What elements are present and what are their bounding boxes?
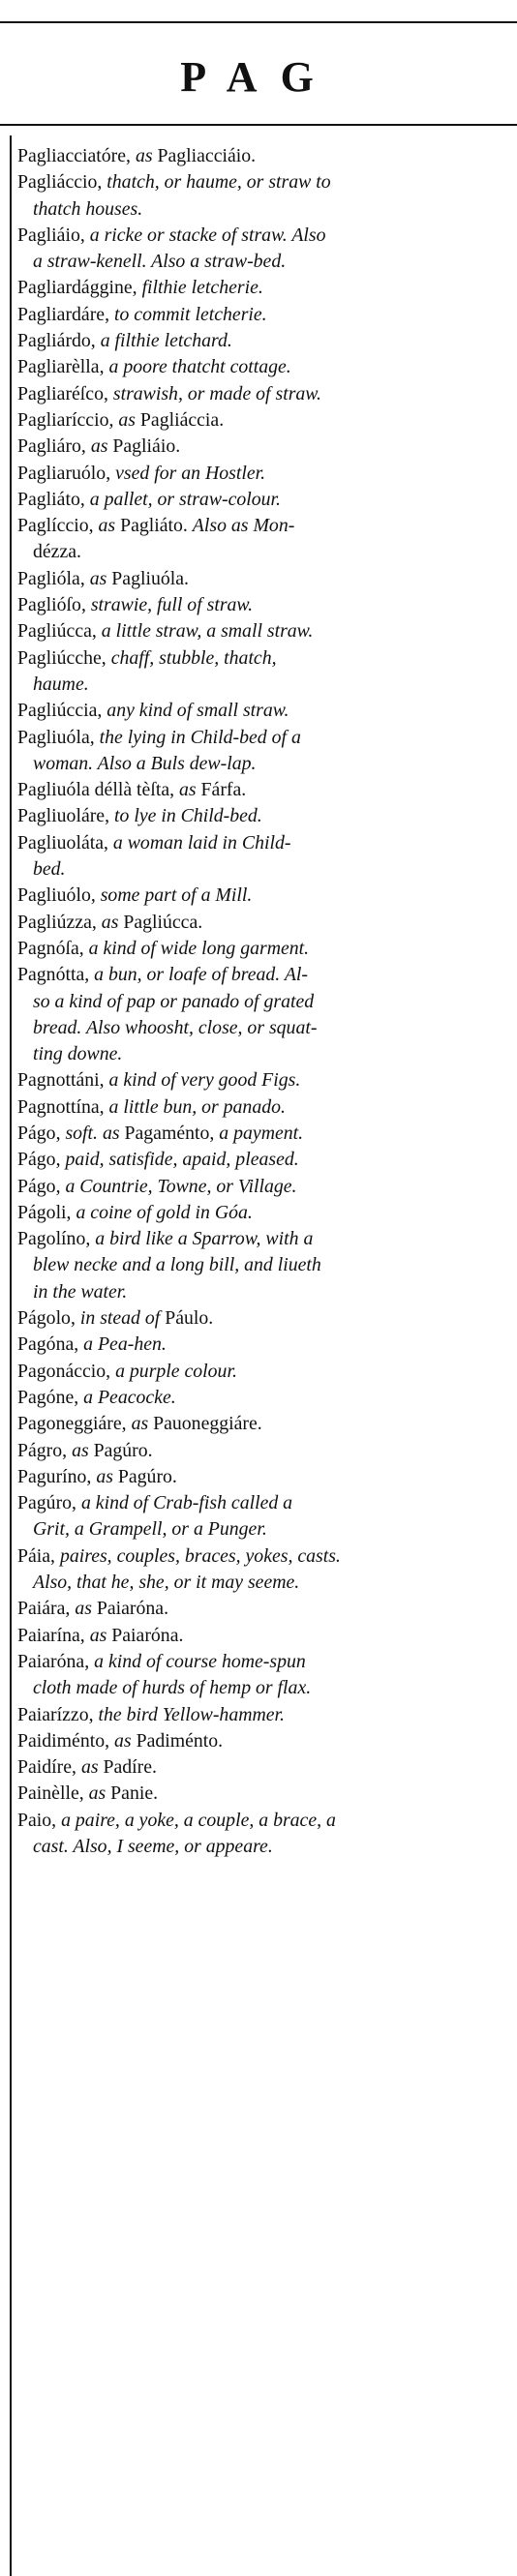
entry-continuation: [17, 989, 517, 1015]
entry-continuation: [17, 751, 517, 777]
entry-line: [17, 1174, 517, 1200]
headword: Págo,: [17, 1149, 61, 1171]
entry-line: [17, 1332, 517, 1358]
dictionary-entry: [17, 830, 517, 884]
dictionary-entry: [17, 936, 517, 962]
definition: a poore thatcht cottage.: [108, 356, 291, 378]
entry-continuation: [17, 249, 517, 275]
entry-line: [17, 962, 517, 988]
headword: Pagliuoláta,: [17, 831, 108, 854]
headword: Páia,: [17, 1544, 56, 1567]
entry-line: [17, 698, 517, 724]
entry-list: [17, 143, 517, 1860]
cross-reference: Pagliuóla.: [111, 567, 189, 589]
headword: Pagliaríccio,: [17, 408, 114, 431]
dictionary-entry: [17, 434, 517, 460]
dictionary-entry: [17, 381, 517, 407]
entry-line: [17, 354, 517, 380]
column-rule: [10, 135, 12, 2576]
definition: filthie letcherie.: [141, 277, 263, 299]
definition: cloth made of hurds of hemp or flax.: [33, 1677, 312, 1699]
dictionary-entry: [17, 354, 517, 380]
cross-reference-marker: as: [80, 1756, 99, 1779]
cross-reference-marker: as: [179, 779, 197, 801]
dictionary-entry: [17, 618, 517, 644]
definition: vsed for an Hostler.: [115, 462, 266, 484]
dictionary-entry: [17, 169, 517, 223]
dictionary-entry: [17, 513, 517, 566]
definition: a pallet, or straw-colour.: [89, 488, 282, 510]
entry-line: [17, 434, 517, 460]
entry-line: [17, 1094, 517, 1121]
definition: some part of a Mill.: [100, 884, 253, 907]
headword: Pagonáccio,: [17, 1360, 111, 1382]
definition: in stead of: [79, 1307, 161, 1330]
definition: dézza.: [33, 541, 81, 563]
headword: Pagnóſa,: [17, 937, 84, 959]
definition: the bird Yellow-hammer.: [98, 1703, 286, 1725]
entry-line: [17, 1226, 517, 1252]
entry-line: [17, 223, 517, 249]
headword: Paglióſo,: [17, 594, 86, 616]
dictionary-entry: [17, 962, 517, 1067]
headword: Pagóne,: [17, 1386, 79, 1408]
entry-line: [17, 1305, 517, 1332]
entry-line: [17, 1067, 517, 1093]
cross-reference-marker: as: [98, 515, 116, 537]
cross-reference: Padíre.: [103, 1756, 157, 1779]
headword: Pagliuóla,: [17, 726, 95, 748]
definition: a bun, or loafe of bread. Al-: [94, 964, 309, 986]
definition: Also as Mon-: [192, 515, 295, 537]
entry-line: [17, 1359, 517, 1385]
cross-reference-marker: as: [135, 145, 153, 166]
entry-line: [17, 592, 517, 618]
dictionary-entry: [17, 1754, 517, 1781]
cross-reference-marker: as: [118, 408, 136, 431]
entry-line: [17, 1649, 517, 1675]
entry-line: [17, 328, 517, 354]
headword: Pagliáccio,: [17, 171, 103, 194]
definition: in the water.: [33, 1280, 128, 1303]
definition: thatch, or haume, or straw to: [106, 171, 331, 194]
definition: a little straw, a small straw.: [101, 620, 314, 643]
entry-line: [17, 513, 517, 539]
dictionary-entry: [17, 328, 517, 354]
entry-line: [17, 1808, 517, 1834]
headword: Painèlle,: [17, 1782, 84, 1805]
cross-reference: Pagliáio.: [112, 435, 181, 458]
definition: Also, that he, she, or it may seeme.: [33, 1572, 300, 1594]
header: [0, 23, 517, 130]
dictionary-entry: [17, 1702, 517, 1728]
entry-line: [17, 143, 517, 169]
entry-line: [17, 275, 517, 301]
entry-line: [17, 1702, 517, 1728]
dictionary-entry: [17, 143, 517, 169]
dictionary-entry: [17, 803, 517, 829]
headword: Pagliuoláre,: [17, 805, 110, 827]
definition: a kind of Crab-fish called a: [80, 1492, 293, 1514]
definition: a kind of course home-spun: [94, 1650, 306, 1672]
cross-reference-marker: as: [89, 1624, 107, 1646]
dictionary-entry: [17, 1464, 517, 1490]
headword: Pagliuóla déllà tèſta,: [17, 779, 175, 801]
dictionary-entry: [17, 883, 517, 909]
cross-reference: Pagúro.: [93, 1439, 153, 1461]
definition: a ricke or stacke of straw. Also: [89, 224, 326, 246]
cross-reference-marker: as: [88, 1782, 106, 1805]
definition: woman. Also a Buls dew-lap.: [33, 752, 257, 774]
headword: Pagliáto,: [17, 488, 85, 510]
definition: thatch houses.: [33, 197, 143, 220]
dictionary-entry: [17, 302, 517, 328]
definition: strawie, full of straw.: [90, 594, 254, 616]
definition: to commit letcherie.: [113, 303, 267, 325]
definition: the lying in Child-bed of a: [99, 726, 301, 748]
dictionary-entry: [17, 1438, 517, 1464]
entry-continuation: [17, 1041, 517, 1067]
cross-reference: Pagliáccia.: [139, 408, 225, 431]
cross-reference: Pagliáto.: [120, 515, 188, 537]
cross-reference: Pagliacciáio.: [157, 145, 257, 166]
entry-line: [17, 407, 517, 434]
dictionary-entry: [17, 1121, 517, 1147]
entry-continuation: [17, 1015, 517, 1041]
headword: Pagliúzza,: [17, 911, 97, 933]
headword: Pagliúccia,: [17, 700, 103, 722]
definition: paid, satisfide, apaid, pleased.: [65, 1149, 299, 1171]
definition: soft.: [65, 1122, 98, 1144]
cross-reference-marker: as: [101, 911, 119, 933]
dictionary-entry: [17, 275, 517, 301]
dictionary-entry: [17, 1200, 517, 1226]
entry-continuation: [17, 1675, 517, 1701]
entry-line: [17, 645, 517, 672]
entry-line: [17, 1438, 517, 1464]
entry-continuation: [17, 1570, 517, 1596]
headword: Paio,: [17, 1809, 57, 1831]
headword: Pagliarèlla,: [17, 356, 105, 378]
headword: Paiára,: [17, 1598, 71, 1620]
dictionary-entry: [17, 487, 517, 513]
definition: paires, couples, braces, yokes, casts.: [59, 1544, 341, 1567]
definition: Grit, a Grampell, or a Punger.: [33, 1518, 267, 1541]
dictionary-entry: [17, 1411, 517, 1437]
entry-line: [17, 487, 517, 513]
headword: Pagliaréſco,: [17, 382, 108, 404]
definition: a payment.: [219, 1122, 304, 1144]
dictionary-entry: [17, 1649, 517, 1702]
definition: a bird like a Sparrow, with a: [95, 1228, 314, 1250]
dictionary-entry: [17, 1781, 517, 1807]
entry-continuation: [17, 196, 517, 223]
dictionary-entry: [17, 1596, 517, 1622]
headword: Pagliardággine,: [17, 277, 137, 299]
headword: Pagolíno,: [17, 1228, 91, 1250]
dictionary-entry: [17, 1332, 517, 1358]
dictionary-entry: [17, 1728, 517, 1754]
cross-reference: Paiaróna.: [96, 1598, 169, 1620]
dictionary-entry: [17, 223, 517, 276]
headword: Pagnótta,: [17, 964, 90, 986]
entry-continuation: [17, 539, 517, 565]
entry-line: [17, 1490, 517, 1516]
entry-line: [17, 566, 517, 592]
entry-line: [17, 381, 517, 407]
definition: a Peacocke.: [83, 1386, 176, 1408]
definition: haume.: [33, 673, 89, 695]
headword: Paidiménto,: [17, 1729, 110, 1752]
dictionary-entry: [17, 592, 517, 618]
definition: a woman laid in Child-: [112, 831, 291, 854]
headword: Pagliardáre,: [17, 303, 110, 325]
definition: to lye in Child-bed.: [114, 805, 262, 827]
definition: any kind of small straw.: [106, 700, 289, 722]
headword: Pagnottáni,: [17, 1069, 105, 1092]
cross-reference: Páulo.: [165, 1307, 214, 1330]
entry-line: [17, 1121, 517, 1147]
entry-line: [17, 1385, 517, 1411]
definition: a coine of gold in Góa.: [76, 1201, 253, 1223]
definition: a little bun, or panado.: [108, 1095, 286, 1118]
headword: Pagúro,: [17, 1492, 76, 1514]
definition: blew necke and a long bill, and liueth: [33, 1254, 321, 1276]
cross-reference: Pagúro.: [117, 1465, 177, 1487]
definition: a paire, a yoke, a couple, a brace, a: [61, 1809, 336, 1831]
entry-line: [17, 936, 517, 962]
dictionary-entry: [17, 910, 517, 936]
headword: Pagliáro,: [17, 435, 86, 458]
headword: Pagliuólo,: [17, 884, 96, 907]
headword: Paglíccio,: [17, 515, 94, 537]
dictionary-entry: [17, 698, 517, 724]
dictionary-entry: [17, 1067, 517, 1093]
headword: Pagliárdo,: [17, 330, 96, 352]
entry-line: [17, 803, 517, 829]
headword: Paiarízzo,: [17, 1703, 94, 1725]
definition: strawish, or made of straw.: [112, 382, 321, 404]
definition: a kind of wide long garment.: [88, 937, 310, 959]
definition: bread. Also whoosht, close, or squat-: [33, 1016, 318, 1038]
dictionary-entry: [17, 461, 517, 487]
dictionary-entry: [17, 1226, 517, 1305]
definition: ting downe.: [33, 1043, 123, 1065]
cross-reference-marker: as: [89, 567, 107, 589]
entry-continuation: [17, 672, 517, 698]
definition: a purple colour.: [115, 1360, 237, 1382]
headword: Págoli,: [17, 1201, 72, 1223]
entry-line: [17, 1596, 517, 1622]
cross-reference-marker: as: [72, 1439, 89, 1461]
headword: Págolo,: [17, 1307, 76, 1330]
definition: cast. Also, I seeme, or appeare.: [33, 1836, 273, 1857]
dictionary-entry: [17, 1305, 517, 1332]
cross-reference-marker: as: [114, 1729, 132, 1752]
headword: Págo,: [17, 1122, 61, 1144]
dictionary-entry: [17, 1174, 517, 1200]
cross-reference-marker: as: [131, 1413, 149, 1435]
headword: Págro,: [17, 1439, 68, 1461]
entry-line: [17, 302, 517, 328]
headword: Pagóna,: [17, 1333, 79, 1356]
headword: Págo,: [17, 1175, 61, 1197]
cross-reference: Panie.: [110, 1782, 159, 1805]
entry-continuation: [17, 1279, 517, 1305]
entry-line: [17, 1411, 517, 1437]
dictionary-entry: [17, 725, 517, 778]
headword: Pagliúcche,: [17, 646, 106, 669]
dictionary-entry: [17, 1623, 517, 1649]
cross-reference-marker: as: [90, 435, 108, 458]
entry-line: [17, 1147, 517, 1173]
definition: a Countrie, Towne, or Village.: [65, 1175, 297, 1197]
dictionary-entry: [17, 407, 517, 434]
cross-reference-marker: as: [75, 1598, 92, 1620]
cross-reference: Pagliúcca.: [123, 911, 203, 933]
entry-line: [17, 618, 517, 644]
headword: Pagoneggiáre,: [17, 1413, 127, 1435]
entry-line: [17, 461, 517, 487]
dictionary-entry: [17, 1385, 517, 1411]
running-head: PAG: [180, 53, 337, 101]
dictionary-entry: [17, 645, 517, 699]
entry-line: [17, 1754, 517, 1781]
dictionary-entry: [17, 1490, 517, 1543]
dictionary-entry: [17, 1808, 517, 1861]
headword: Pagliaruólo,: [17, 462, 111, 484]
cross-reference: Fárfa.: [200, 779, 247, 801]
headword: Paiarína,: [17, 1624, 85, 1646]
cross-reference-marker: as: [102, 1122, 120, 1144]
dictionary-entry: [17, 1094, 517, 1121]
entry-line: [17, 910, 517, 936]
definition: chaff, stubble, thatch,: [110, 646, 277, 669]
cross-reference: Padiménto.: [136, 1729, 224, 1752]
entry-line: [17, 777, 517, 803]
headword: Paglióla,: [17, 567, 85, 589]
definition: a kind of very good Figs.: [108, 1069, 301, 1092]
entry-line: [17, 1543, 517, 1570]
entry-line: [17, 883, 517, 909]
header-rule: [0, 124, 517, 126]
headword: Pagliacciatóre,: [17, 145, 131, 166]
definition: a filthie letchard.: [100, 330, 232, 352]
cross-reference-marker: as: [96, 1465, 113, 1487]
cross-reference: Paiaróna.: [111, 1624, 184, 1646]
entry-continuation: [17, 856, 517, 883]
dictionary-entry: [17, 1147, 517, 1173]
entry-line: [17, 1781, 517, 1807]
entry-line: [17, 169, 517, 195]
dictionary-entry: [17, 1543, 517, 1597]
cross-reference: Pauoneggiáre.: [153, 1413, 262, 1435]
headword: Pagliúcca,: [17, 620, 97, 643]
definition: a straw-kenell. Also a straw-bed.: [33, 251, 287, 273]
definition: so a kind of pap or panado of grated: [33, 990, 315, 1012]
definition: a Pea-hen.: [83, 1333, 167, 1356]
entry-continuation: [17, 1252, 517, 1278]
entry-line: [17, 1728, 517, 1754]
entry-line: [17, 1200, 517, 1226]
headword: Pagliáio,: [17, 224, 85, 246]
entry-line: [17, 830, 517, 856]
headword: Paidíre,: [17, 1756, 76, 1779]
headword: Pagnottína,: [17, 1095, 105, 1118]
entry-continuation: [17, 1516, 517, 1543]
headword: Paiaróna,: [17, 1650, 90, 1672]
dictionary-entry: [17, 1359, 517, 1385]
cross-reference: Pagaménto,: [124, 1122, 215, 1144]
dictionary-entry: [17, 777, 517, 803]
dictionary-entry: [17, 566, 517, 592]
entry-line: [17, 1623, 517, 1649]
headword: Paguríno,: [17, 1465, 92, 1487]
definition: bed.: [33, 858, 66, 881]
entry-line: [17, 725, 517, 751]
entry-continuation: [17, 1834, 517, 1860]
entry-line: [17, 1464, 517, 1490]
